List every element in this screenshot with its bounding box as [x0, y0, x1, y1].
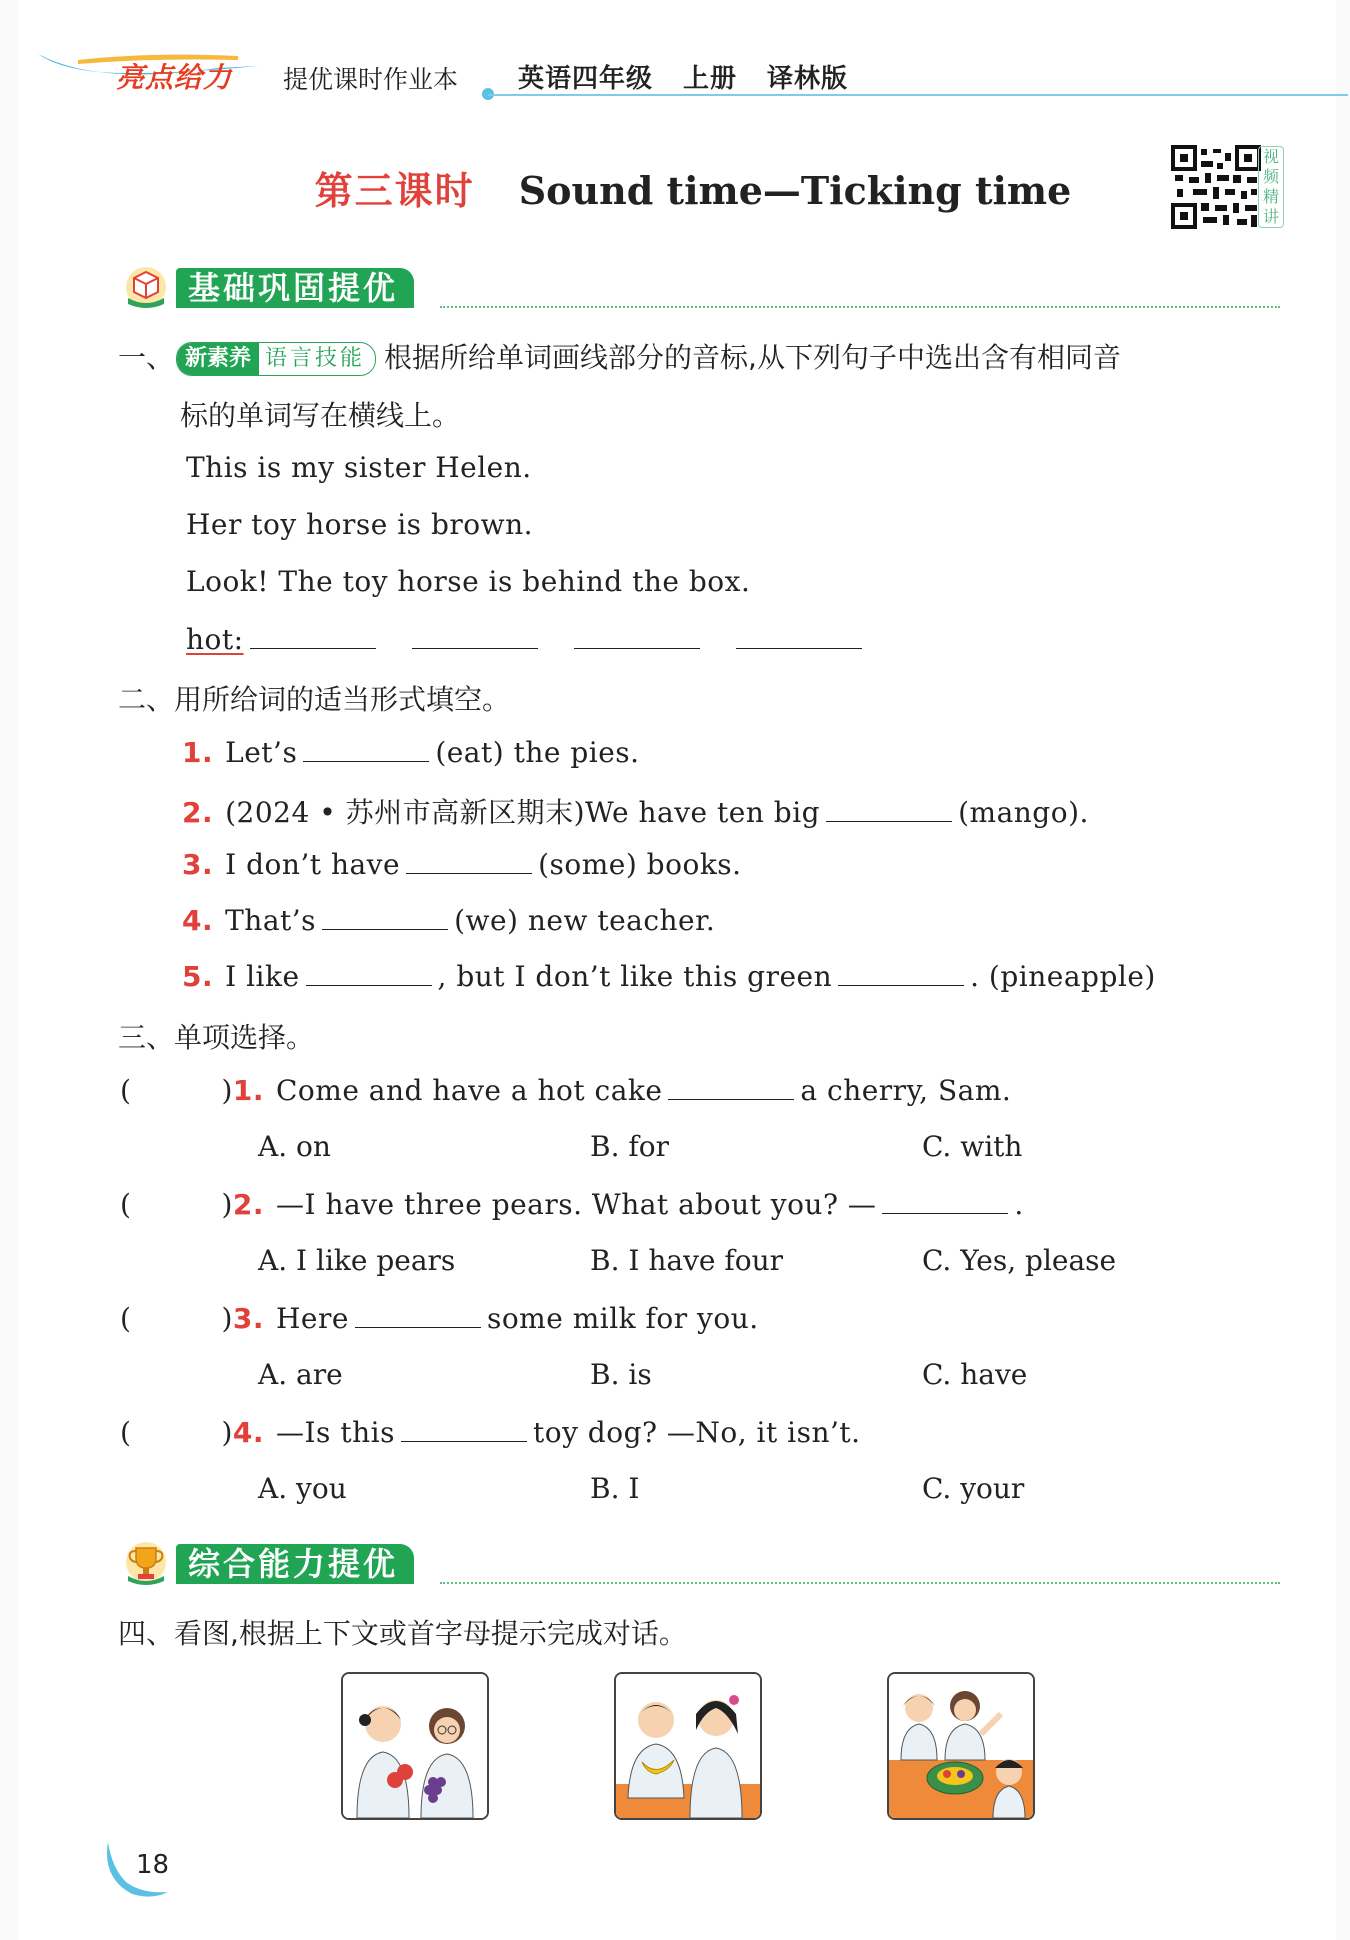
answer-paren[interactable]: ( ) [120, 1302, 233, 1335]
mc-blank [401, 1415, 527, 1442]
item-text: Come and have a hot cake [276, 1074, 663, 1107]
part2-instruction: 二、用所给词的适当形式填空。 [118, 683, 511, 716]
answer-word: hot: [186, 623, 244, 656]
fill-item-2 [182, 791, 1089, 831]
item-hint: (some) books. [538, 848, 742, 881]
item-hint: . (pineapple) [970, 960, 1156, 993]
item-hint: (mango). [958, 796, 1089, 829]
badge-main: 新素养 [177, 343, 259, 375]
video-explain-label: 视频精讲 [1258, 146, 1284, 228]
part3-instruction: 三、单项选择。 [118, 1021, 315, 1054]
answer-blank-1[interactable] [250, 622, 376, 649]
section-comprehensive-title: 综合能力提优 [176, 1544, 414, 1584]
answer-blank-4[interactable] [736, 622, 862, 649]
lesson-number: 第三课时 [314, 169, 475, 213]
volume: 上册 [683, 64, 738, 94]
option-b[interactable]: B. I [590, 1472, 640, 1505]
fill-blank[interactable] [406, 847, 532, 874]
item-text-end: . [1014, 1188, 1024, 1221]
header-divider [488, 94, 1348, 96]
option-b[interactable]: B. for [590, 1130, 669, 1163]
item-text: Let’s [225, 736, 298, 769]
edition: 译林版 [767, 64, 849, 94]
sentence-2: Her toy horse is brown. [186, 508, 534, 541]
item-number: 4. [232, 1416, 264, 1449]
mc-blank [355, 1301, 481, 1328]
mc-item-4 [120, 1415, 861, 1449]
mc-blank [882, 1187, 1008, 1214]
item-text-end: toy dog? —No, it isn’t. [532, 1416, 861, 1449]
item-text-end: some milk for you. [486, 1302, 759, 1335]
item-number: 4. [182, 904, 214, 937]
item-text: (2024 • 苏州市高新区期末)We have ten big [225, 796, 821, 829]
item-hint: (eat) the pies. [435, 736, 640, 769]
series-name: 提优课时作业本 [283, 65, 459, 94]
course-info [518, 58, 878, 95]
fill-blank[interactable] [322, 903, 448, 930]
mc-item-3 [120, 1301, 759, 1335]
option-a[interactable]: A. I like pears [258, 1244, 456, 1277]
section-divider [440, 306, 1280, 308]
cube-book-icon [120, 264, 172, 310]
page-number: 18 [136, 1850, 170, 1880]
option-a[interactable]: A. you [258, 1472, 347, 1505]
lesson-topic: Sound time—Ticking time [518, 168, 1072, 213]
option-b[interactable]: B. is [590, 1358, 652, 1391]
mc-blank [668, 1073, 794, 1100]
option-c[interactable]: C. have [922, 1358, 1028, 1391]
item-text: Here [276, 1302, 349, 1335]
item-number: 1. [182, 736, 214, 769]
fill-blank[interactable] [826, 795, 952, 822]
fill-item-1 [182, 735, 640, 769]
section-basic-title: 基础巩固提优 [176, 268, 414, 308]
badge-sub: 语言技能 [265, 346, 366, 371]
item-hint: (we) new teacher. [454, 904, 716, 937]
item-text: I like [225, 960, 300, 993]
option-c[interactable]: C. with [922, 1130, 1023, 1163]
item-number: 3. [182, 848, 214, 881]
mc-item-2 [120, 1187, 1024, 1221]
fill-item-3 [182, 847, 742, 881]
qr-code-icon[interactable] [1171, 145, 1261, 229]
part1-label: 一、 [118, 341, 175, 374]
answer-blank-2[interactable] [412, 622, 538, 649]
item-text: That’s [225, 904, 317, 937]
answer-blank-3[interactable] [574, 622, 700, 649]
answer-row [186, 622, 868, 656]
fill-item-5 [182, 959, 1156, 993]
item-text: —I have three pears. What about you? — [276, 1188, 877, 1221]
answer-paren[interactable]: ( ) [120, 1074, 233, 1107]
item-text-end: a cherry, Sam. [800, 1074, 1012, 1107]
trophy-icon [120, 1540, 172, 1586]
item-text: —Is this [276, 1416, 395, 1449]
brand-logo: 亮点给力 [116, 61, 233, 94]
literacy-badge [176, 342, 376, 376]
fill-blank[interactable] [303, 735, 429, 762]
section-comprehensive [120, 1538, 1280, 1586]
part1-instruction-line1: 根据所给单词画线部分的音标,从下列句子中选出含有相同音 [384, 341, 1121, 374]
part1-instruction-line2: 标的单词写在横线上。 [180, 399, 461, 432]
mc-item-1 [120, 1073, 1011, 1107]
fill-blank[interactable] [838, 959, 964, 986]
item-number: 1. [232, 1074, 264, 1107]
part1-instruction [118, 336, 1121, 376]
item-number: 3. [232, 1302, 264, 1335]
subject-grade: 英语四年级 [518, 64, 654, 94]
option-b[interactable]: B. I have four [590, 1244, 783, 1277]
option-c[interactable]: C. your [922, 1472, 1025, 1505]
fill-blank[interactable] [306, 959, 432, 986]
part4-instruction: 四、看图,根据上下文或首字母提示完成对话。 [118, 1617, 687, 1650]
sentence-3: Look! The toy horse is behind the box. [186, 565, 751, 598]
page-title [18, 160, 1350, 215]
section-basic [120, 262, 1280, 310]
sentence-1: This is my sister Helen. [186, 451, 532, 484]
fill-item-4 [182, 903, 715, 937]
option-c[interactable]: C. Yes, please [922, 1244, 1117, 1277]
item-text: I don’t have [225, 848, 401, 881]
item-number: 5. [182, 960, 214, 993]
illustration-bananas [614, 1672, 762, 1820]
item-number: 2. [182, 796, 214, 829]
section-divider [440, 1582, 1280, 1584]
answer-paren[interactable]: ( ) [120, 1188, 233, 1221]
option-a[interactable]: A. are [258, 1358, 343, 1391]
option-a[interactable]: A. on [258, 1130, 331, 1163]
illustration-dinner-table [887, 1672, 1035, 1820]
workbook-page [18, 0, 1336, 1940]
item-number: 2. [232, 1188, 264, 1221]
illustration-fruit-exchange [341, 1672, 489, 1820]
answer-paren[interactable]: ( ) [120, 1416, 233, 1449]
item-hint: , but I don’t like this green [437, 960, 833, 993]
